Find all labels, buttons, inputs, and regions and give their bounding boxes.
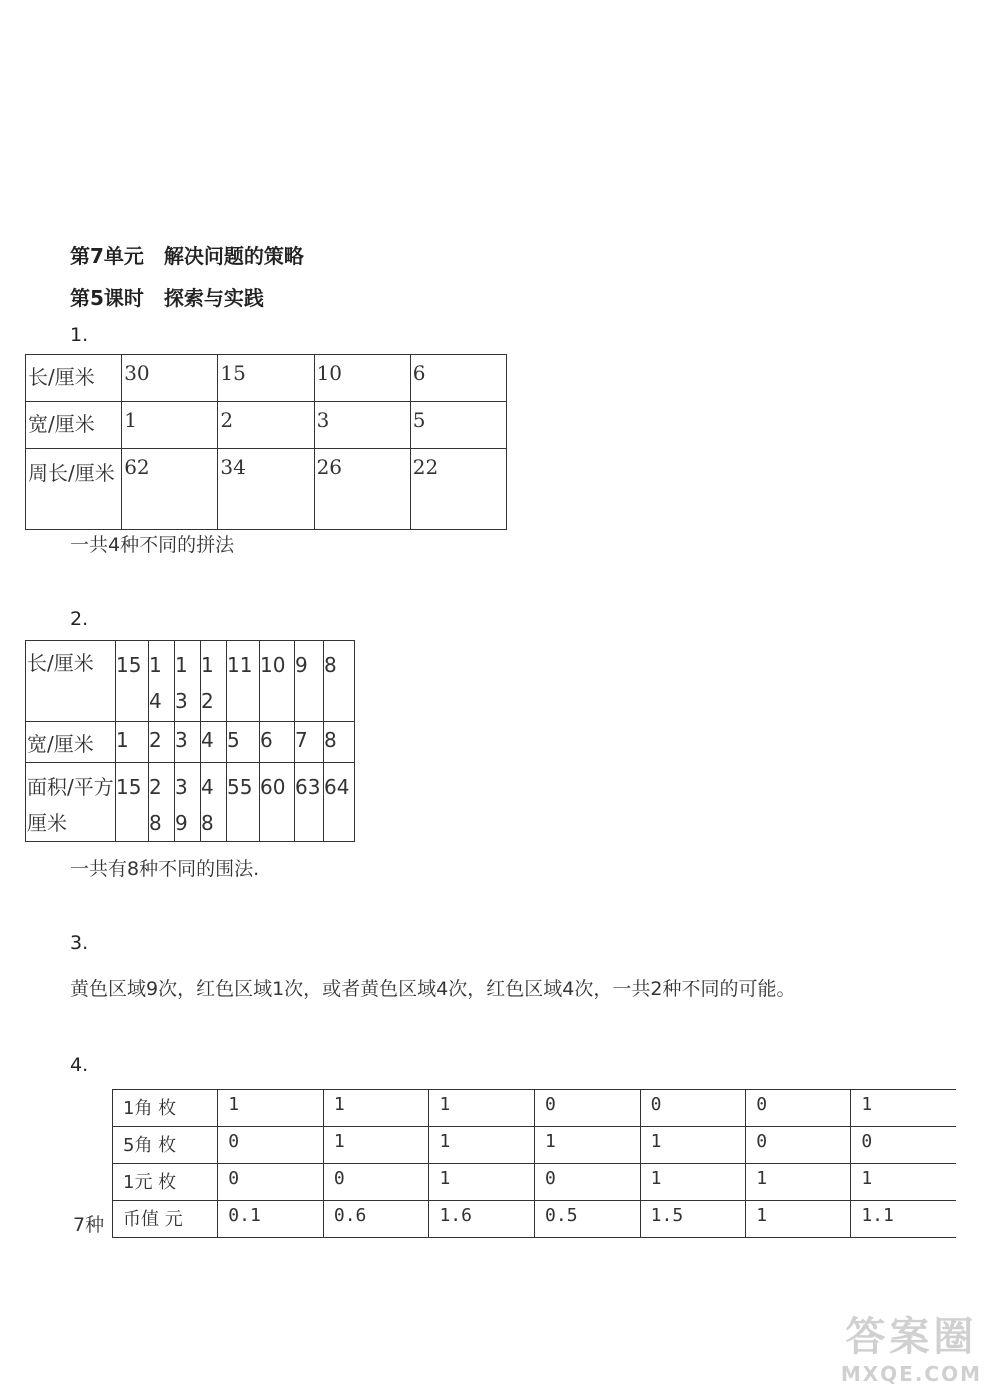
q2-cell: 7 <box>295 722 324 763</box>
q2-cell: 8 <box>324 641 355 722</box>
q2-conclusion: 一共有8种不同的围法. <box>70 858 260 880</box>
q2-label-width: 宽/厘米 <box>26 722 116 763</box>
q1-cell: 2 <box>218 402 314 449</box>
q4-cell: 1 <box>323 1090 429 1127</box>
q2-cell: 39 <box>175 763 201 842</box>
q4-cell: 0 <box>323 1164 429 1201</box>
q4-cell: 0 <box>640 1090 746 1127</box>
q4-cell: 1.1 <box>851 1201 956 1238</box>
lesson-title: 第5课时 探索与实践 <box>70 286 264 310</box>
q2-cell: 8 <box>324 722 355 763</box>
q2-number: 2. <box>70 608 89 630</box>
q4-label-1yuan: 1元 枚 <box>113 1164 218 1201</box>
q1-cell: 30 <box>122 355 218 402</box>
q1-table <box>25 354 507 530</box>
q4-conclusion: 7种 <box>73 1214 105 1236</box>
q2-cell: 64 <box>324 763 355 842</box>
q2-cell: 60 <box>260 763 295 842</box>
q1-cell: 62 <box>122 449 218 530</box>
q2-cell: 63 <box>295 763 324 842</box>
q2-cell: 4 <box>201 722 227 763</box>
q4-cell: 0 <box>535 1090 641 1127</box>
q4-cell: 1.5 <box>640 1201 746 1238</box>
q1-cell: 26 <box>314 449 410 530</box>
table-row <box>26 355 507 402</box>
q1-cell: 34 <box>218 449 314 530</box>
watermark-logo-text: 答案圈 <box>845 1314 978 1360</box>
q1-label-width: 宽/厘米 <box>26 402 122 449</box>
q1-cell: 22 <box>410 449 506 530</box>
q1-cell: 5 <box>410 402 506 449</box>
q4-cell: 1.6 <box>429 1201 535 1238</box>
q2-table <box>25 640 355 842</box>
q4-cell: 0 <box>535 1164 641 1201</box>
q1-cell: 1 <box>122 402 218 449</box>
q2-cell: 11 <box>227 641 260 722</box>
q2-cell: 3 <box>175 722 201 763</box>
q4-cell: 1 <box>429 1127 535 1164</box>
q4-cell: 0.6 <box>323 1201 429 1238</box>
table-row <box>113 1201 957 1238</box>
q4-number: 4. <box>70 1054 89 1076</box>
table-row <box>113 1164 957 1201</box>
q4-label-5jiao: 5角 枚 <box>113 1127 218 1164</box>
table-row <box>26 402 507 449</box>
q4-cell: 0.1 <box>218 1201 324 1238</box>
q4-cell: 1 <box>429 1164 535 1201</box>
table-row <box>113 1127 957 1164</box>
q4-cell: 0 <box>218 1164 324 1201</box>
q4-cell: 0 <box>746 1127 851 1164</box>
q4-cell: 1 <box>746 1201 851 1238</box>
table-row <box>26 763 355 842</box>
q2-cell: 13 <box>175 641 201 722</box>
q4-cell: 0.5 <box>535 1201 641 1238</box>
q2-cell: 48 <box>201 763 227 842</box>
table-row <box>113 1090 957 1127</box>
q2-cell: 2 <box>149 722 175 763</box>
q2-cell: 14 <box>149 641 175 722</box>
q4-cell: 1 <box>535 1127 641 1164</box>
q4-cell: 0 <box>746 1090 851 1127</box>
table-row <box>26 449 507 530</box>
q1-cell: 6 <box>410 355 506 402</box>
q2-cell: 15 <box>116 763 149 842</box>
q4-cell: 1 <box>640 1164 746 1201</box>
q4-cell: 0 <box>218 1127 324 1164</box>
q4-cell: 1 <box>218 1090 324 1127</box>
q4-cell: 1 <box>851 1090 956 1127</box>
q2-cell: 12 <box>201 641 227 722</box>
q4-cell: 1 <box>323 1127 429 1164</box>
q3-number: 3. <box>70 932 89 954</box>
q4-label-1jiao: 1角 枚 <box>113 1090 218 1127</box>
q3-answer: 黄色区域9次，红色区域1次，或者黄色区域4次，红色区域4次，一共2种不同的可能。 <box>70 978 796 1000</box>
q1-label-length: 长/厘米 <box>26 355 122 402</box>
q4-cell: 0 <box>851 1127 956 1164</box>
watermark-url: MXQE.COM <box>840 1362 982 1386</box>
q2-cell: 6 <box>260 722 295 763</box>
q1-cell: 10 <box>314 355 410 402</box>
q2-cell: 9 <box>295 641 324 722</box>
q1-cell: 3 <box>314 402 410 449</box>
q2-cell: 5 <box>227 722 260 763</box>
q2-cell: 55 <box>227 763 260 842</box>
q2-cell: 28 <box>149 763 175 842</box>
q4-table <box>112 1089 956 1238</box>
watermark <box>841 1305 982 1386</box>
q1-cell: 15 <box>218 355 314 402</box>
table-row <box>26 641 355 722</box>
q4-cell: 1 <box>640 1127 746 1164</box>
q1-conclusion: 一共4种不同的拼法 <box>70 534 235 556</box>
q1-label-perimeter: 周长/厘米 <box>26 449 122 530</box>
table-row <box>26 722 355 763</box>
q4-cell: 1 <box>429 1090 535 1127</box>
q4-cell: 1 <box>746 1164 851 1201</box>
q2-label-length: 长/厘米 <box>26 641 116 722</box>
q4-cell: 1 <box>851 1164 956 1201</box>
unit-title: 第7单元 解决问题的策略 <box>70 244 304 268</box>
q2-cell: 15 <box>116 641 149 722</box>
q1-number: 1. <box>70 324 89 346</box>
q2-label-area: 面积/平方厘米 <box>26 763 116 842</box>
q2-cell: 1 <box>116 722 149 763</box>
q2-cell: 10 <box>260 641 295 722</box>
q4-label-value: 币值 元 <box>113 1201 218 1238</box>
